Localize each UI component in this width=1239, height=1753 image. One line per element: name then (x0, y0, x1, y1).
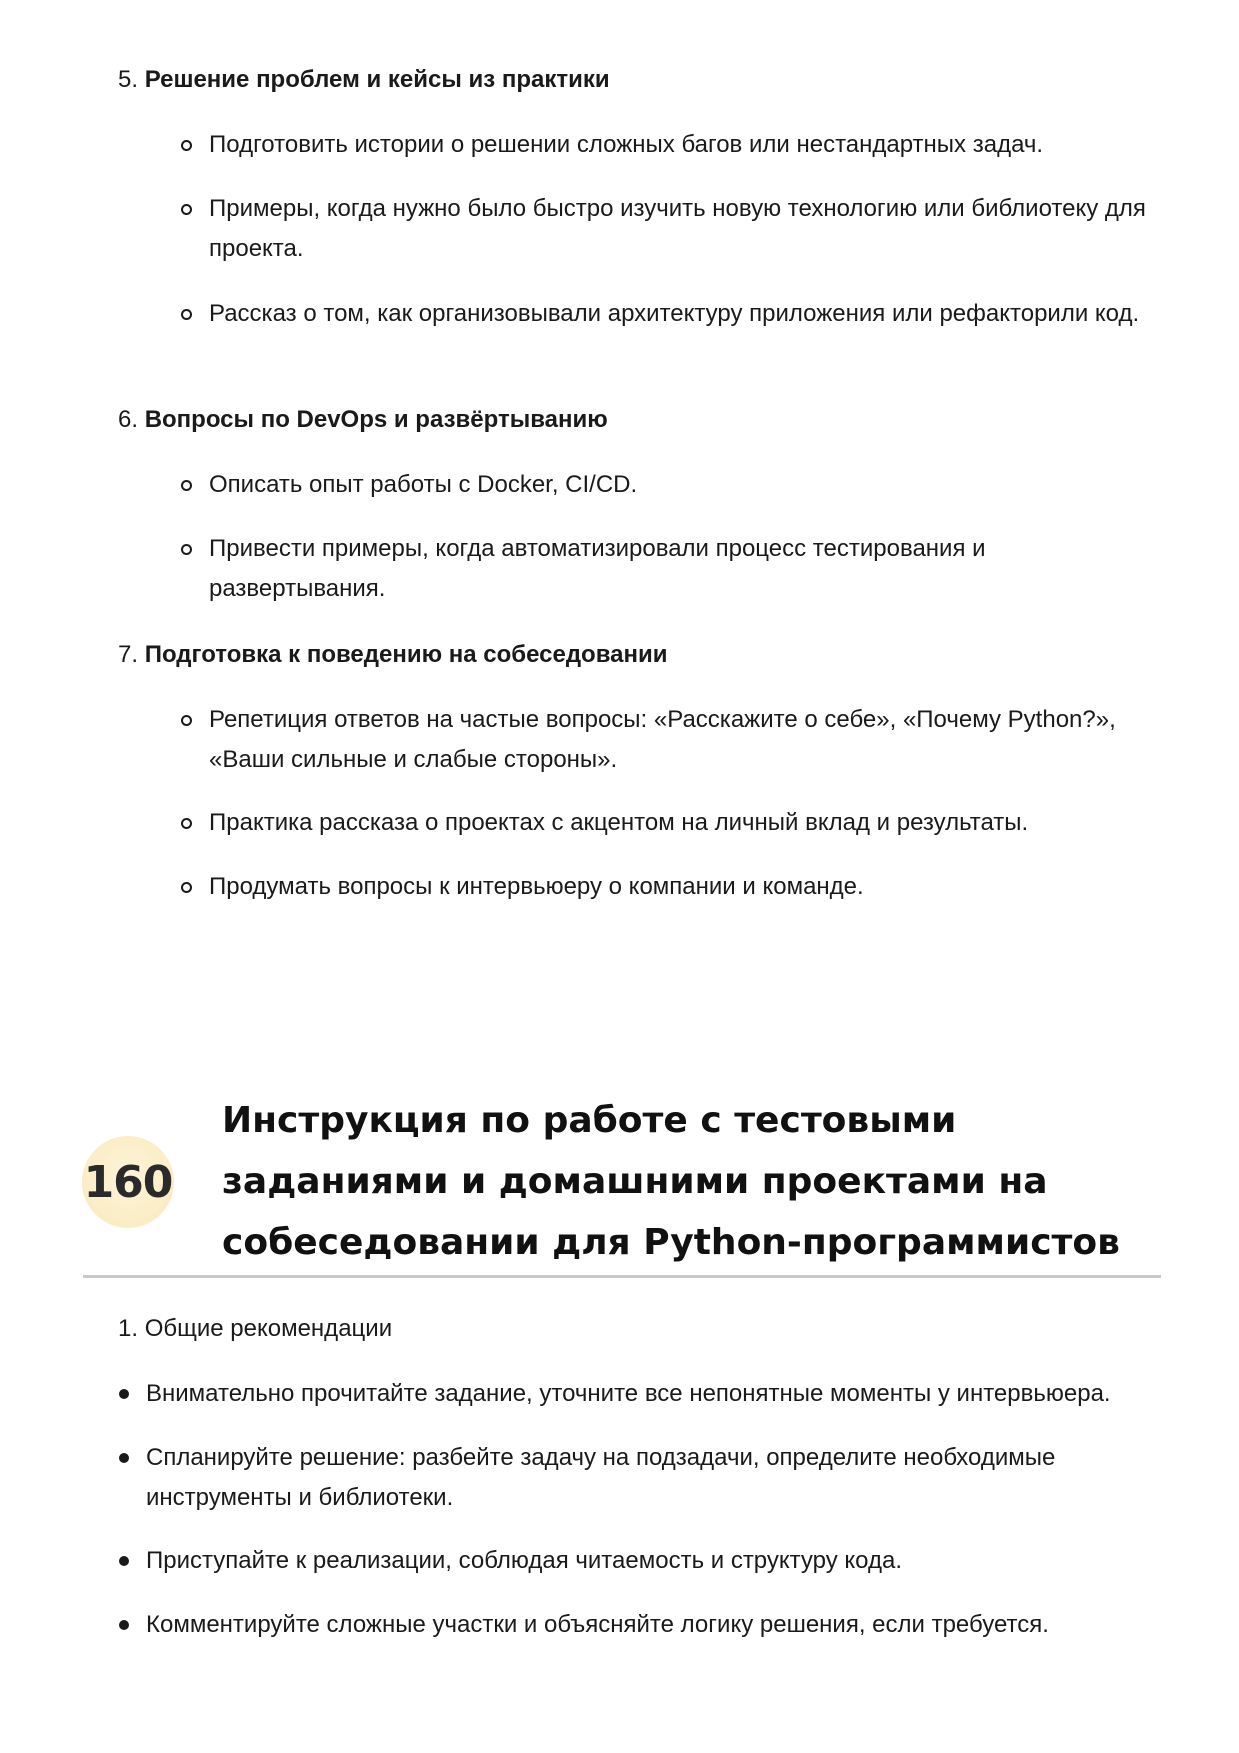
sub-list-item (209, 465, 1159, 505)
bullet-item (146, 1374, 1166, 1414)
sub-list-text: Практика рассказа о проектах с акцентом на личный вклад и результаты. (209, 809, 1029, 836)
hollow-bullet-icon (181, 480, 192, 491)
bullet-item (146, 1438, 1166, 1518)
sub-list-item (209, 700, 1159, 780)
bullet-icon (119, 1453, 129, 1463)
sub-list-item (209, 189, 1159, 269)
list-number: 6. (118, 406, 139, 433)
sub-list-text: Привести примеры, когда автоматизировали процесс тестирования и развертывания. (209, 535, 986, 602)
list-item-1 (118, 1313, 392, 1345)
list-item-title: Подготовка к поведению на собеседовании (144, 641, 668, 668)
sub-list-text: Продумать вопросы к интервьюеру о компании и команде. (209, 873, 864, 900)
section-title: Инструкция по работе с тестовыми заданиями и домашними проектами на собеседовании для Python-программистов (222, 1100, 1120, 1263)
bullet-item (146, 1541, 1166, 1581)
sub-list-text: Репетиция ответов на частые вопросы: «Расскажите о себе», «Почему Python?», «Ваши сильные и слабые стороны». (209, 706, 1116, 773)
sub-list-item (209, 294, 1159, 334)
sub-list-text: Рассказ о том, как организовывали архитектуру приложения или рефакторили код. (209, 300, 1140, 327)
bullet-icon (119, 1389, 129, 1399)
bullet-text: Внимательно прочитайте задание, уточните все непонятные моменты у интервьюера. (146, 1380, 1111, 1407)
bullet-text: Спланируйте решение: разбейте задачу на подзадачи, определите необходимые инструменты и библиотеки. (146, 1444, 1056, 1511)
sub-list-item (209, 529, 1159, 609)
bullet-text: Приступайте к реализации, соблюдая читаемость и структуру кода. (146, 1547, 902, 1574)
list-item-5 (118, 64, 610, 96)
list-item-title: Решение проблем и кейсы из практики (144, 66, 610, 93)
hollow-bullet-icon (181, 544, 192, 555)
sub-list-item (209, 125, 1159, 165)
sub-list-text: Примеры, когда нужно было быстро изучить новую технологию или библиотеку для проекта. (209, 195, 1146, 262)
sub-list-text: Описать опыт работы с Docker, CI/CD. (209, 471, 638, 498)
sub-list-text: Подготовить истории о решении сложных багов или нестандартных задач. (209, 131, 1044, 158)
sub-list-item (209, 867, 1159, 907)
list-number: 7. (118, 641, 139, 668)
hollow-bullet-icon (181, 140, 192, 151)
hollow-bullet-icon (181, 882, 192, 893)
list-item-6 (118, 404, 608, 436)
section-number-badge (82, 1136, 174, 1228)
sub-list-item (209, 803, 1159, 843)
bullet-item (146, 1605, 1166, 1645)
list-item-title: Вопросы по DevOps и развёртыванию (144, 406, 608, 433)
bullet-text: Комментируйте сложные участки и объясняйте логику решения, если требуется. (146, 1611, 1049, 1638)
hollow-bullet-icon (181, 309, 192, 320)
hollow-bullet-icon (181, 818, 192, 829)
list-item-title: Общие рекомендации (144, 1315, 393, 1342)
list-item-7 (118, 639, 668, 671)
bullet-icon (119, 1620, 129, 1630)
section-number: 160 (83, 1156, 173, 1208)
section-divider (83, 1275, 1161, 1278)
list-number: 5. (118, 66, 139, 93)
bullet-icon (119, 1556, 129, 1566)
hollow-bullet-icon (181, 715, 192, 726)
list-number: 1. (118, 1315, 139, 1342)
hollow-bullet-icon (181, 204, 192, 215)
